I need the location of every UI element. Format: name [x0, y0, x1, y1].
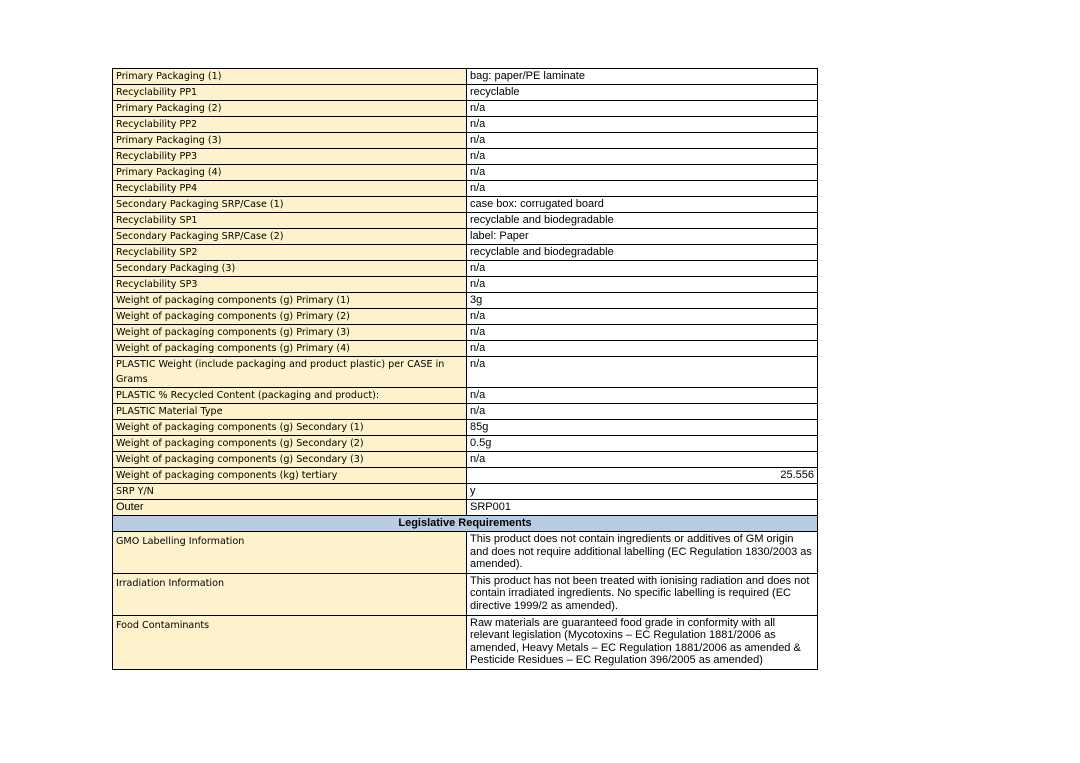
row-label: Recyclability PP3: [113, 149, 467, 165]
row-label: SRP Y/N: [113, 484, 467, 500]
row-label: Weight of packaging components (g) Secondary (1): [113, 420, 467, 436]
row-label: Recyclability SP3: [113, 277, 467, 293]
row-label: Secondary Packaging (3): [113, 261, 467, 277]
row-label: PLASTIC Material Type: [113, 404, 467, 420]
row-label: Recyclability PP1: [113, 85, 467, 101]
spec-row-recyclability-pp2: [113, 117, 818, 133]
spec-row-primary-packaging-2: [113, 101, 818, 117]
row-label: Primary Packaging (1): [113, 69, 467, 85]
row-label: Irradiation Information: [113, 573, 467, 615]
row-label: GMO Labelling Information: [113, 532, 467, 574]
row-label: PLASTIC % Recycled Content (packaging and product):: [113, 388, 467, 404]
spec-row-secondary-packaging-1: [113, 197, 818, 213]
row-label: Recyclability SP1: [113, 213, 467, 229]
row-value: label: Paper: [467, 229, 818, 245]
row-value: n/a: [467, 341, 818, 357]
spec-row-primary-packaging-1: [113, 69, 818, 85]
row-label: Recyclability SP2: [113, 245, 467, 261]
spec-row-plastic-recycled-content: [113, 388, 818, 404]
row-value: n/a: [467, 101, 818, 117]
row-value: Raw materials are guaranteed food grade in conformity with all relevant legislation (Mycotoxins – EC Regulation 1881/2006 as amended, Heavy Metals – EC Regulation 1881/2006 as amended & Pesticide Residues – EC Regulation 396/2005 as amended): [467, 615, 818, 669]
row-value: recyclable and biodegradable: [467, 245, 818, 261]
legislative-row-gmo: [113, 532, 818, 574]
spec-row-weight-primary-2: [113, 309, 818, 325]
spec-row-weight-secondary-1: [113, 420, 818, 436]
row-label: Outer: [113, 500, 467, 516]
spec-row-recyclability-pp1: [113, 85, 818, 101]
spec-row-recyclability-sp1: [113, 213, 818, 229]
spec-row-weight-secondary-2: [113, 436, 818, 452]
row-label: Recyclability PP4: [113, 181, 467, 197]
spec-row-recyclability-pp3: [113, 149, 818, 165]
row-value: This product does not contain ingredients or additives of GM origin and does not require additional labelling (EC Regulation 1830/2003 as amended).: [467, 532, 818, 574]
spec-row-secondary-packaging-3: [113, 261, 818, 277]
row-value: n/a: [467, 165, 818, 181]
section-title: Legislative Requirements: [113, 516, 818, 532]
row-value: n/a: [467, 117, 818, 133]
spec-row-plastic-material-type: [113, 404, 818, 420]
row-value: n/a: [467, 404, 818, 420]
row-value: 3g: [467, 293, 818, 309]
row-value: This product has not been treated with ionising radiation and does not contain irradiated ingredients. No specific labelling is required (EC directive 1999/2 as amended).: [467, 573, 818, 615]
row-value: n/a: [467, 388, 818, 404]
row-label: Food Contaminants: [113, 615, 467, 669]
row-value: recyclable: [467, 85, 818, 101]
row-label: PLASTIC Weight (include packaging and product plastic) per CASE in Grams: [113, 357, 467, 388]
row-value: 85g: [467, 420, 818, 436]
row-label: Weight of packaging components (g) Secondary (3): [113, 452, 467, 468]
row-label: Weight of packaging components (kg) tertiary: [113, 468, 467, 484]
row-value: n/a: [467, 325, 818, 341]
row-value: 25.556: [467, 468, 818, 484]
row-value: n/a: [467, 181, 818, 197]
row-value: case box: corrugated board: [467, 197, 818, 213]
spec-row-primary-packaging-3: [113, 133, 818, 149]
row-value: SRP001: [467, 500, 818, 516]
legislative-row-food-contaminants: [113, 615, 818, 669]
row-label: Weight of packaging components (g) Primary (2): [113, 309, 467, 325]
spec-row-weight-tertiary: [113, 468, 818, 484]
spec-row-srp-yn: [113, 484, 818, 500]
row-value: bag: paper/PE laminate: [467, 69, 818, 85]
spec-row-weight-secondary-3: [113, 452, 818, 468]
row-label: Primary Packaging (4): [113, 165, 467, 181]
row-value: recyclable and biodegradable: [467, 213, 818, 229]
row-label: Weight of packaging components (g) Primary (3): [113, 325, 467, 341]
row-value: n/a: [467, 149, 818, 165]
row-value: n/a: [467, 133, 818, 149]
row-value: n/a: [467, 309, 818, 325]
row-value: n/a: [467, 452, 818, 468]
spec-row-weight-primary-3: [113, 325, 818, 341]
spec-row-recyclability-sp2: [113, 245, 818, 261]
row-label: Primary Packaging (3): [113, 133, 467, 149]
row-label: Secondary Packaging SRP/Case (2): [113, 229, 467, 245]
spec-row-primary-packaging-4: [113, 165, 818, 181]
spec-row-plastic-weight: [113, 357, 818, 388]
spec-row-outer: [113, 500, 818, 516]
row-value: y: [467, 484, 818, 500]
specification-table: [112, 68, 818, 670]
row-value: n/a: [467, 357, 818, 388]
row-label: Recyclability PP2: [113, 117, 467, 133]
spec-row-recyclability-pp4: [113, 181, 818, 197]
row-label: Weight of packaging components (g) Primary (1): [113, 293, 467, 309]
row-label: Weight of packaging components (g) Secondary (2): [113, 436, 467, 452]
row-value: n/a: [467, 277, 818, 293]
row-label: Secondary Packaging SRP/Case (1): [113, 197, 467, 213]
row-label: Primary Packaging (2): [113, 101, 467, 117]
section-header-row: [113, 516, 818, 532]
spec-row-weight-primary-1: [113, 293, 818, 309]
legislative-row-irradiation: [113, 573, 818, 615]
row-label: Weight of packaging components (g) Primary (4): [113, 341, 467, 357]
row-value: n/a: [467, 261, 818, 277]
row-value: 0.5g: [467, 436, 818, 452]
spec-row-recyclability-sp3: [113, 277, 818, 293]
spec-row-secondary-packaging-2: [113, 229, 818, 245]
spec-row-weight-primary-4: [113, 341, 818, 357]
